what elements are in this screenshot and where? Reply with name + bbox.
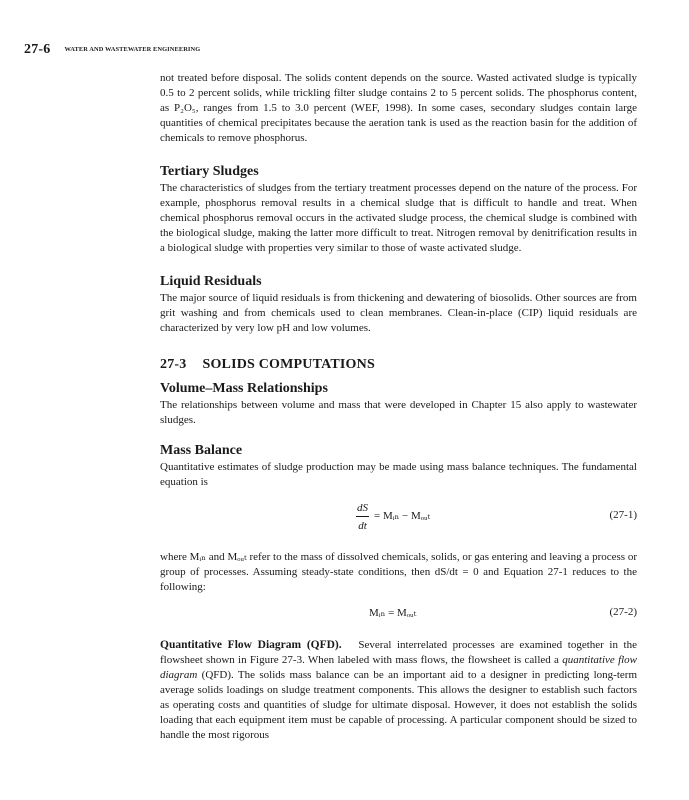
equation-denominator: dt	[358, 520, 367, 532]
liquid-heading: Liquid Residuals	[160, 274, 262, 289]
equation-27-2	[160, 606, 637, 624]
qfd-text-before: Several interrelated processes are examined together in the flowsheet shown in Figure 27-3. When labeled with mass flows, the flowsheet is called a	[160, 639, 637, 666]
qfd-label: Quantitative Flow Diagram (QFD).	[160, 639, 342, 651]
where-paragraph: where Mᵢₙ and Mₒᵤₜ refer to the mass of dissolved chemicals, solids, or gas entering and leaving a process or group of processes. Assuming steady-state conditions, then dS/dt = 0 and Equation 27-1 reduces to the following:	[160, 551, 637, 593]
running-head	[24, 40, 200, 60]
section-heading	[160, 356, 637, 374]
page-number: 27-6	[24, 42, 51, 57]
book-title: WATER AND WASTEWATER ENGINEERING	[64, 46, 201, 53]
intro-paragraph: not treated before disposal. The solids content depends on the source. Wasted activated sludge is typically 0.5 to 2 percent solids, while trickling filter sludge contains 2 to 5 percent solids. The phosphorus content, as P₂O₅, ranges from 1.5 to 3.0 percent (WEF, 1998). In some cases, secondary sludges contain large quantities of chemical precipitates because the aeration tank is used as the reaction basin for the addition of chemicals to remove phosphorus.	[160, 72, 637, 144]
equation-text: Mᵢₙ = Mₒᵤₜ	[369, 607, 417, 619]
volume-mass-paragraph: The relationships between volume and mass that were developed in Chapter 15 also apply to wastewater sludges.	[160, 399, 637, 426]
equation-rhs: = Mᵢₙ − Mₒᵤₜ	[374, 510, 431, 522]
equation-numerator: dS	[356, 502, 369, 517]
mass-balance-paragraph: Quantitative estimates of sludge production may be made using mass balance techniques. The fundamental equation is	[160, 461, 637, 488]
equation-number: (27-2)	[609, 606, 637, 618]
equation-27-1	[160, 500, 637, 538]
tertiary-paragraph: The characteristics of sludges from the tertiary treatment processes depend on the nature of the process. For example, phosphorus removal results in a chemical sludge that is difficult to handle and treat. When chemical phosphorus removal occurs in the activated sludge process, the chemical sludge is combined with the biological sludge, making the latter more difficult to treat. Nitrogen removal by denitrification results in a biological sludge with properties very similar to those of waste activated sludge.	[160, 182, 637, 254]
qfd-emphasis: quantitative flow diagram	[160, 654, 638, 681]
equation-fraction	[356, 502, 369, 533]
equation-number: (27-1)	[609, 509, 637, 521]
volume-mass-heading: Volume–Mass Relationships	[160, 381, 328, 396]
mass-balance-heading: Mass Balance	[160, 443, 243, 458]
section-title: SOLIDS COMPUTATIONS	[202, 357, 375, 372]
liquid-paragraph: The major source of liquid residuals is from thickening and dewatering of biosolids. Other sources are from grit washing and from chemicals used to clean membranes. Clean-in-place (CIP) liquid residuals are characterized by very low pH and low volumes.	[160, 292, 637, 334]
qfd-paragraph	[160, 638, 637, 743]
section-number: 27-3	[160, 357, 187, 372]
qfd-text-after: (QFD). The solids mass balance can be an important aid to a designer in predicting long-term average solids loadings on sludge treatment components. This allows the designer to establish such factors as operating costs and quantities of sludge for ultimate disposal. However, it does not establish the solids loading that each equipment item must be capable of processing. A particular component should be sized to handle the most rigorous	[160, 669, 637, 741]
tertiary-heading: Tertiary Sludges	[160, 164, 259, 179]
page-body	[160, 71, 637, 743]
